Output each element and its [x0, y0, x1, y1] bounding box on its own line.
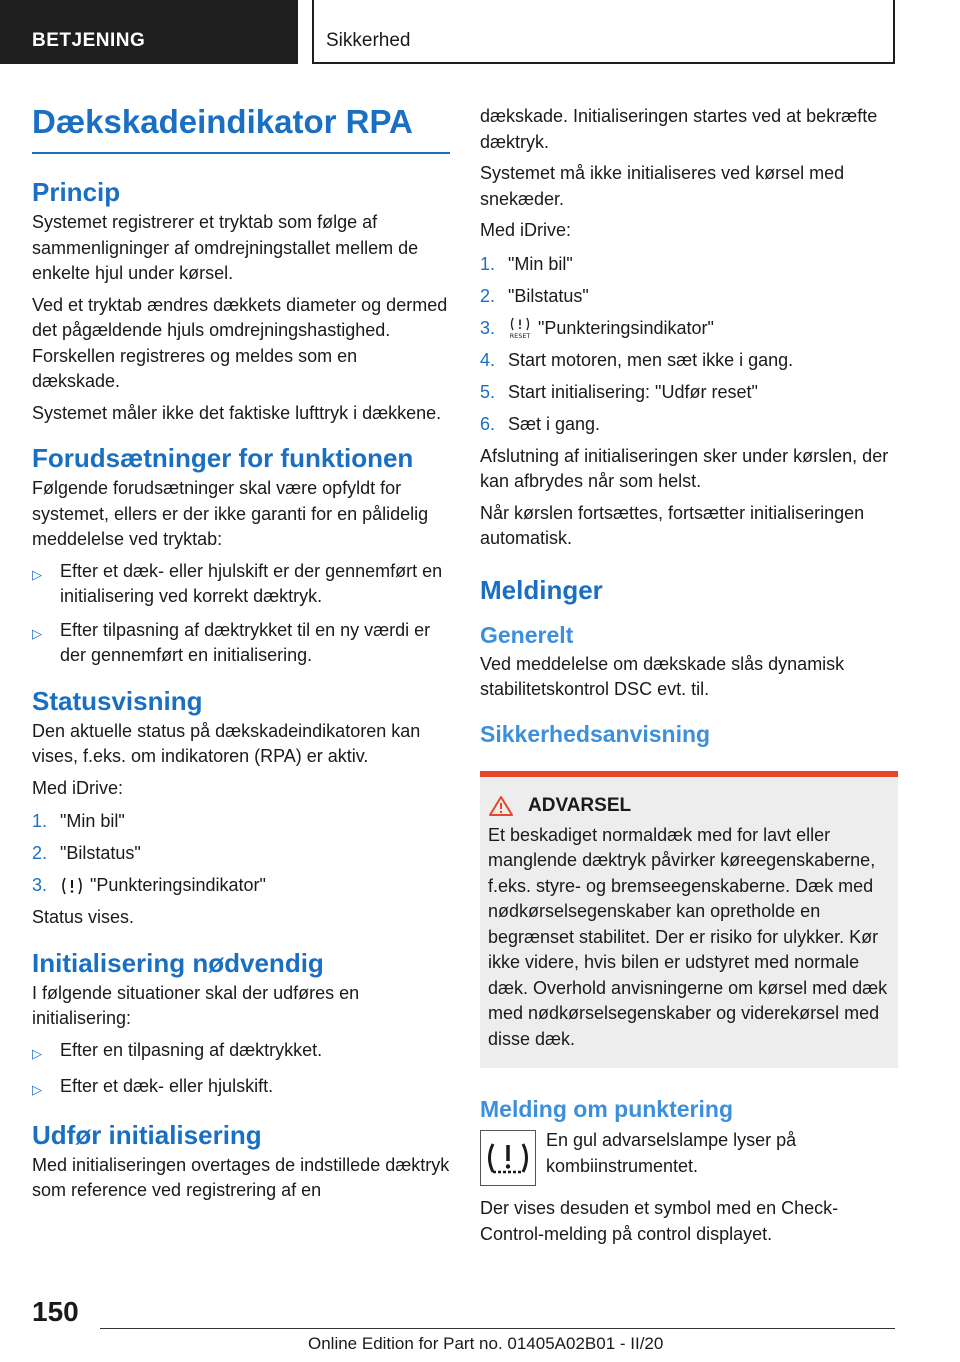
right-paragraph-3: Med iDrive:: [480, 220, 572, 240]
status-steps: [32, 809, 450, 898]
punktering-paragraph-2: Der vises desuden et symbol med en Check-Control-melding på control displayet.: [480, 1198, 839, 1244]
forudsaetninger-paragraph: Følgende forudsætninger skal være opfyldt for systemet, ellers er der ikke garanti for en pålidelig meddelelse ved tryktab:: [32, 478, 429, 549]
tire-reset-icon: [508, 317, 538, 339]
step-item: 3. "Punkteringsindikator": [32, 875, 266, 895]
princip-paragraph-1: Systemet registrerer et tryktab som følge af sammenligninger af omdrejningstallet mellem de enkelte hjul under kørsel.: [32, 212, 419, 283]
forudsaetninger-list: [32, 559, 450, 669]
step-item: 4. Start motoren, men sæt ikke i gang.: [480, 349, 794, 370]
left-column: [32, 100, 450, 1210]
page-title: Dækskadeindikator RPA: [32, 100, 450, 154]
list-item: ▷ Efter et dæk- eller hjulskift er der gennemført en initialisering ved korrekt dæktryk.: [32, 559, 450, 610]
tire-pressure-icon: [480, 1130, 536, 1186]
list-item: ▷ Efter et dæk- eller hjulskift.: [32, 1074, 450, 1103]
warning-box: [480, 771, 898, 1069]
step-item: 6. Sæt i gang.: [480, 413, 601, 434]
footer-edition: Online Edition for Part no. 01405A02B01 - II/20: [308, 1334, 664, 1353]
footer-divider: [100, 1328, 895, 1329]
right-paragraph-5: Når kørslen fortsættes, fortsætter initialiseringen automatisk.: [480, 502, 865, 548]
heading-princip: Princip: [32, 177, 121, 207]
right-paragraph-1: dækskade. Initialiseringen startes ved at bekræfte dæktryk.: [480, 106, 878, 152]
step-item: 2. "Bilstatus": [480, 285, 589, 306]
right-column: [480, 104, 898, 1253]
heading-initialisering-noedvendig: Initialisering nødvendig: [32, 947, 324, 978]
warning-text: Et beskadiget normaldæk med for lavt eller manglende dæktryk påvirker køreegenskaberne, f.eks. styre- og bremseegenskaberne. Dæk med nødkørselsegenskaber kan opretholde en begrænset stabilitet. Der er risiko for ulykker. Kør ikke videre, hvis bilen er udstyret med normale dæk. Overhold anvisningerne om kørsel med dæk med nødkørselsegenskaber og viderekørsel med disse dæk.: [488, 824, 888, 1049]
generelt-paragraph: Ved meddelelse om dækskade slås dynamisk stabilitetskontrol DSC evt. til.: [480, 653, 845, 699]
warning-triangle-icon: [488, 795, 514, 817]
heading-meldinger: Meldinger: [480, 574, 603, 605]
heading-sikkerhedsanvisning: Sikkerhedsanvisning: [480, 720, 711, 747]
status-paragraph-3: Status vises.: [32, 907, 135, 927]
heading-udfoer-initialisering: Udfør initialisering: [32, 1119, 262, 1150]
init-needed-paragraph: I følgende situationer skal der udføres en initialisering:: [32, 982, 360, 1028]
init-steps: [480, 252, 898, 437]
step-item: 3. RESET "Punkteringsindikator": [480, 317, 714, 339]
right-paragraph-4: Afslutning af initialiseringen sker under kørslen, der kan afbrydes når som helst.: [480, 445, 889, 491]
heading-melding-om-punktering: Melding om punktering: [480, 1096, 733, 1122]
heading-statusvisning: Statusvisning: [32, 685, 203, 716]
page-number: 150: [32, 1296, 79, 1327]
princip-paragraph-3: Systemet måler ikke det faktiske lufttryk i dækkene.: [32, 402, 442, 423]
status-paragraph-2: Med iDrive:: [32, 777, 124, 798]
step-item: 5. Start initialisering: "Udfør reset": [480, 381, 758, 402]
udfor-paragraph: Med initialiseringen overtages de indstillede dæktryk som reference ved registrering af en: [32, 1154, 450, 1200]
warning-header: [488, 795, 890, 817]
header-chapter-tab: [312, 0, 895, 64]
init-needed-list: [32, 1038, 450, 1103]
punktering-block: [480, 1128, 898, 1186]
status-paragraph-1: Den aktuelle status på dækskadeindikatoren kan vises, f.eks. om indikatoren (RPA) er aktiv.: [32, 720, 421, 766]
header-section-label: BETJENING: [32, 30, 146, 51]
princip-paragraph-2: Ved et tryktab ændres dækkets diameter og dermed det pågældende hjuls omdrejningshastighed. Forskellen registreres og meldes som en dækskade.: [32, 294, 448, 391]
header-section-tab: [0, 0, 298, 64]
punktering-paragraph-1: En gul advarselslampe lyser på kombiinstrumentet.: [546, 1130, 797, 1176]
heading-forudsaetninger: Forudsætninger for funktionen: [32, 443, 414, 473]
svg-text:RESET: RESET: [509, 332, 531, 339]
triangle-bullet-icon: ▷: [32, 566, 42, 582]
triangle-bullet-icon: ▷: [32, 1045, 42, 1061]
step-item: 2. "Bilstatus": [32, 843, 141, 863]
warning-label: ADVARSEL: [528, 794, 632, 816]
heading-generelt: Generelt: [480, 621, 574, 648]
list-item: ▷ Efter tilpasning af dæktrykket til en ny værdi er der gennemført en initialisering.: [32, 618, 450, 669]
tire-pressure-icon: [60, 876, 90, 896]
step-item: 1. "Min bil": [480, 253, 573, 274]
step-item: 1. "Min bil": [32, 811, 125, 831]
right-paragraph-2: Systemet må ikke initialiseres ved kørsel med snekæder.: [480, 163, 845, 209]
header-chapter-label: Sikkerhed: [326, 30, 411, 51]
triangle-bullet-icon: ▷: [32, 1082, 42, 1097]
triangle-bullet-icon: ▷: [32, 625, 42, 641]
list-item: ▷ Efter en tilpasning af dæktrykket.: [32, 1038, 450, 1067]
